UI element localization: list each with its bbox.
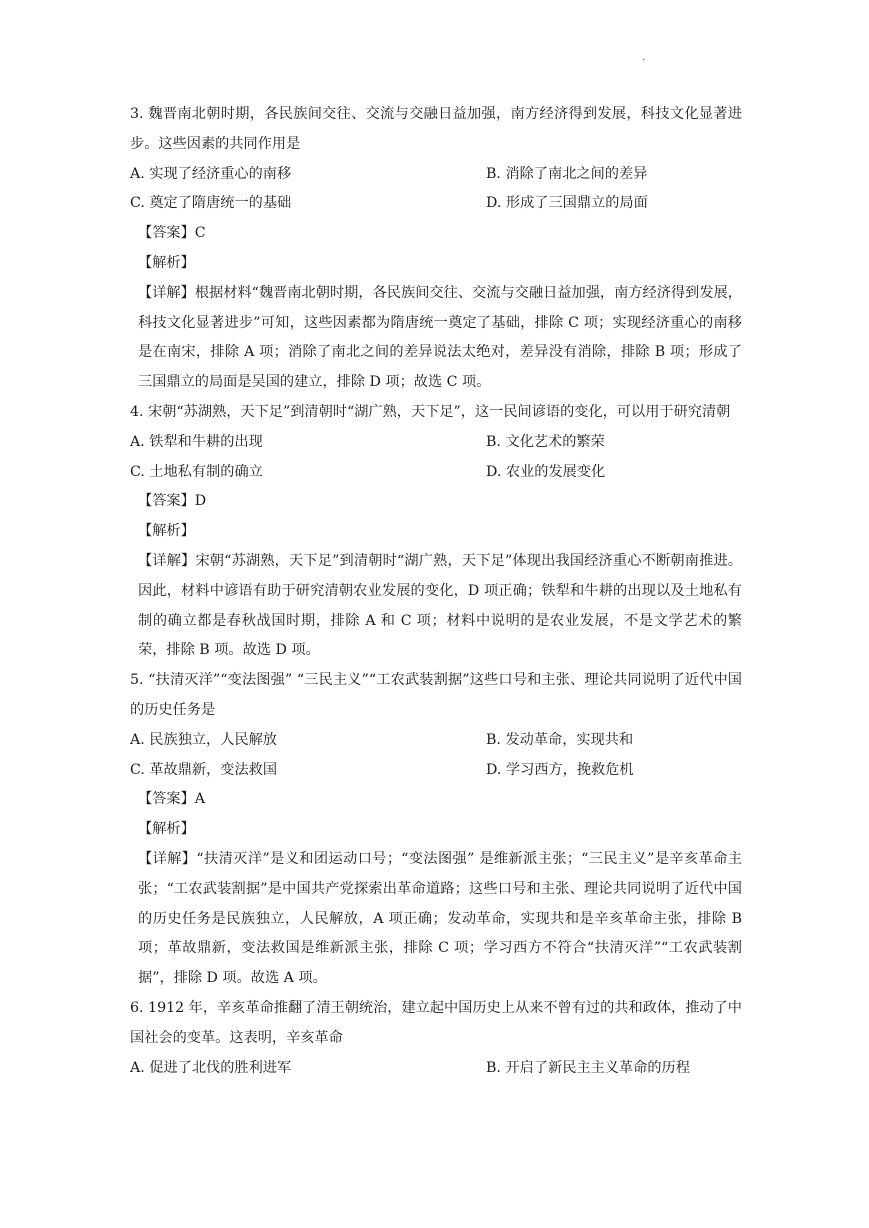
detail-text: 【详解】“扶清灭洋”是义和团运动口号；“变法图强” 是维新派主张；“三民主义”是辛亥革命主张；“工农武装割据”是中国共产党探索出革命道路；这些口号和主张、理论共同说明了近代中国的历史任务是民族独立，人民解放，A 项正确；发动革命，实现共和是辛亥革命主张，排除 B 项；革故鼎新，变法救国是维新派主张，排除 C 项；学习西方不符合“扶清灭洋”“工农武装割据”，排除 D 项。故选 A 项。 bbox=[138, 850, 742, 987]
option-d: D. 形成了三国鼎立的局面 bbox=[486, 195, 648, 212]
options-grid bbox=[130, 1054, 742, 1084]
question-6 bbox=[130, 994, 742, 1083]
option-c: C. 土地私有制的确立 bbox=[130, 463, 263, 480]
analysis-label: 【解析】 bbox=[138, 523, 195, 540]
options-grid bbox=[130, 726, 742, 786]
answer-label: 【答案】C bbox=[138, 225, 206, 242]
option-b: B. 消除了南北之间的差异 bbox=[486, 165, 648, 182]
analysis-label: 【解析】 bbox=[138, 821, 195, 838]
option-d: D. 学习西方，挽救危机 bbox=[486, 761, 634, 778]
answer-label: 【答案】A bbox=[138, 791, 205, 808]
option-d: D. 农业的发展变化 bbox=[486, 463, 606, 480]
option-b: B. 发动革命，实现共和 bbox=[486, 731, 634, 748]
detail-text: 【详解】宋朝“苏湖熟，天下足”到清朝时“湖广熟，天下足”体现出我国经济重心不断朝南推进。因此，材料中谚语有助于研究清朝农业发展的变化，D 项正确；铁犁和牛耕的出现以及土地私有制的确立都是春秋战国时期，排除 A 和 C 项；材料中说明的是农业发展，不是文学艺术的繁荣，排除 B 项。故选 D 项。 bbox=[138, 552, 742, 659]
question-5 bbox=[130, 666, 742, 994]
option-b: B. 开启了新民主主义革命的历程 bbox=[486, 1059, 690, 1076]
option-c: C. 革故鼎新，变法救国 bbox=[130, 761, 278, 778]
document-page bbox=[130, 100, 742, 1083]
header-mark: . bbox=[642, 52, 646, 63]
question-stem: 5. “扶清灭洋”“变法图强” “三民主义”“工农武装割据”这些口号和主张、理论共同说明了近代中国的历史任务是 bbox=[130, 672, 742, 718]
analysis-label: 【解析】 bbox=[138, 254, 195, 271]
options-grid bbox=[130, 428, 742, 488]
question-stem: 4. 宋朝“苏湖熟，天下足”到清朝时“湖广熟，天下足”，这一民间谚语的变化，可以用于研究清朝 bbox=[130, 403, 731, 420]
option-a: A. 民族独立，人民解放 bbox=[130, 731, 277, 748]
option-a: A. 实现了经济重心的南移 bbox=[130, 165, 292, 182]
option-c: C. 奠定了隋唐统一的基础 bbox=[130, 195, 292, 212]
answer-label: 【答案】D bbox=[138, 493, 207, 510]
question-stem: 3. 魏晋南北朝时期，各民族间交往、交流与交融日益加强，南方经济得到发展，科技文化显著进步。这些因素的共同作用是 bbox=[130, 106, 742, 152]
detail-text: 【详解】根据材料“魏晋南北朝时期，各民族间交往、交流与交融日益加强，南方经济得到发展，科技文化显著进步”可知，这些因素都为隋唐统一奠定了基础，排除 C 项；实现经济重心的南移是在南宋，排除 A 项；消除了南北之间的差异说法太绝对，差异没有消除，排除 B 项；形成了三国鼎立的局面是吴国的建立，排除 D 项；故选 C 项。 bbox=[138, 284, 742, 391]
option-a: A. 促进了北伐的胜利进军 bbox=[130, 1059, 292, 1076]
question-3 bbox=[130, 100, 742, 398]
options-grid bbox=[130, 160, 742, 220]
option-a: A. 铁犁和牛耕的出现 bbox=[130, 433, 263, 450]
option-b: B. 文化艺术的繁荣 bbox=[486, 433, 605, 450]
question-stem: 6. 1912 年，辛亥革命推翻了清王朝统治，建立起中国历史上从来不曾有过的共和政体，推动了中国社会的变革。这表明，辛亥革命 bbox=[130, 999, 742, 1046]
question-4 bbox=[130, 398, 742, 666]
